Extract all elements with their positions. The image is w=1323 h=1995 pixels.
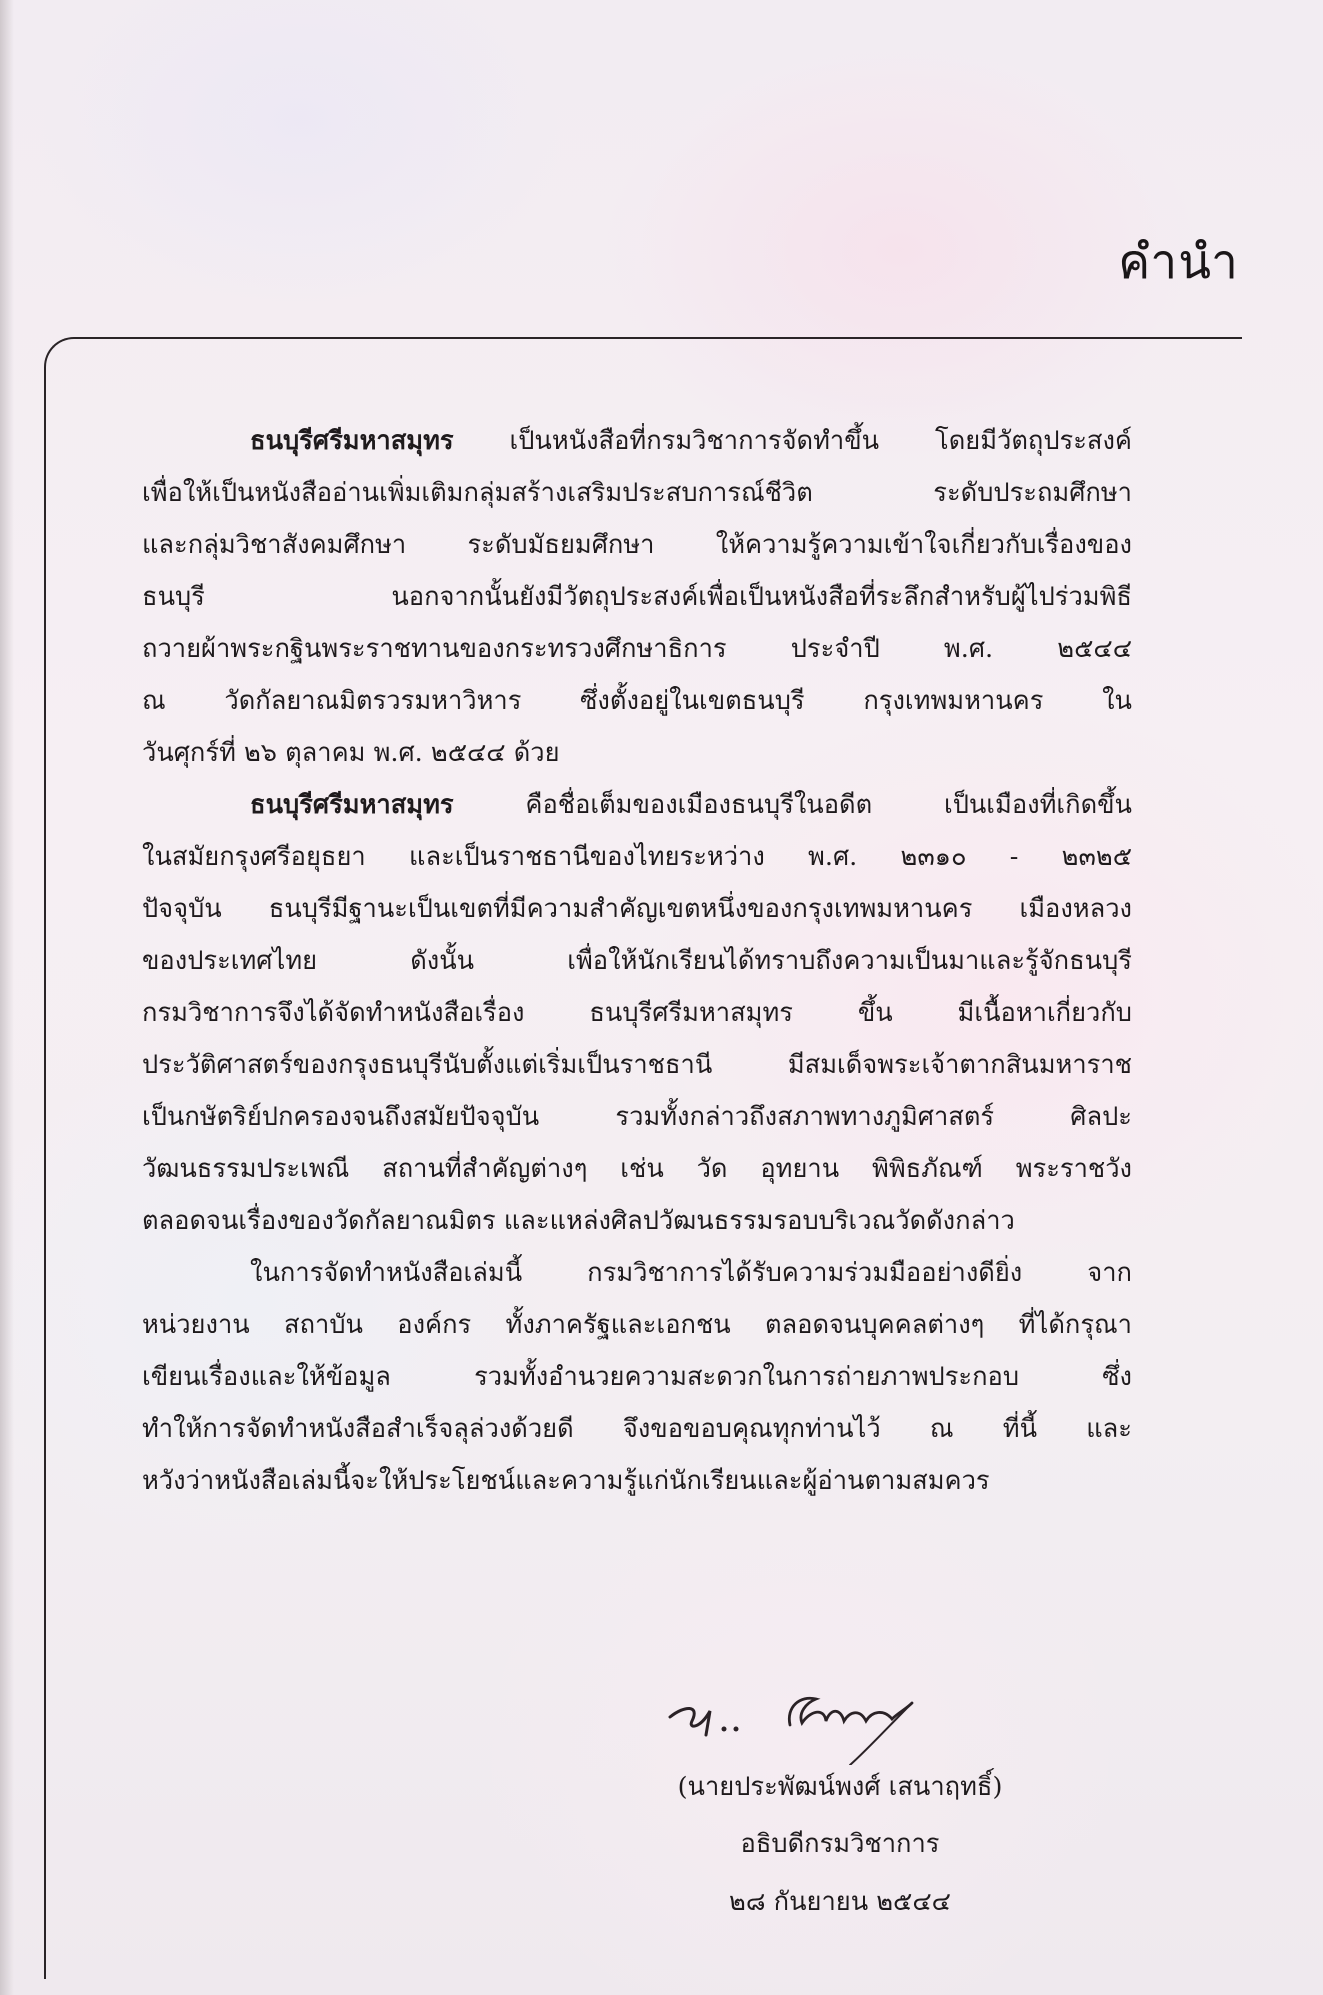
page-edge-shadow (0, 0, 14, 1995)
text-line: ณ วัดกัลยาณมิตรวรมหาวิหาร ซึ่งตั้งอยู่ในเขตธนบุรี กรุงเทพมหานคร ใน (142, 686, 1132, 716)
text-line: ในสมัยกรุงศรีอยุธยา และเป็นราชธานีของไทยระหว่าง พ.ศ. ๒๓๑๐ - ๒๓๒๕ (142, 842, 1132, 872)
signatory-name: (นายประพัฒน์พงศ์ เสนาฤทธิ์) (677, 1772, 1003, 1802)
text-line: และกลุ่มวิชาสังคมศึกษา ระดับมัธยมศึกษา ให้ความรู้ความเข้าใจเกี่ยวกับเรื่องของ (142, 530, 1132, 560)
text-line: กรมวิชาการจึงได้จัดทำหนังสือเรื่อง ธนบุรีศรีมหาสมุทร ขึ้น มีเนื้อหาเกี่ยวกับ (142, 998, 1132, 1028)
text-line: เขียนเรื่องและให้ข้อมูล รวมทั้งอำนวยความสะดวกในการถ่ายภาพประกอบ ซึ่ง (142, 1362, 1132, 1392)
signature-block (620, 1665, 1060, 1917)
text-line: ของประเทศไทย ดังนั้น เพื่อให้นักเรียนได้ทราบถึงความเป็นมาและรู้จักธนบุรี (142, 946, 1132, 976)
body-text (142, 415, 1132, 1507)
paragraph-1 (142, 415, 1132, 779)
text-line: เป็นกษัตริย์ปกครองจนถึงสมัยปัจจุบัน รวมทั้งกล่าวถึงสภาพทางภูมิศาสตร์ ศิลปะ (142, 1102, 1132, 1132)
signature-date: ๒๘ กันยายน ๒๕๔๔ (729, 1887, 951, 1917)
text-line: ทำให้การจัดทำหนังสือสำเร็จลุล่วงด้วยดี จึงขอขอบคุณทุกท่านไว้ ณ ที่นี้ และ (142, 1414, 1132, 1444)
text-line: ประวัติศาสตร์ของกรุงธนบุรีนับตั้งแต่เริ่มเป็นราชธานี มีสมเด็จพระเจ้าตากสินมหาราช (142, 1050, 1132, 1080)
book-title-emphasis: ธนบุรีศรีมหาสมุทร (250, 790, 454, 820)
paragraph-2 (142, 779, 1132, 1247)
text-line (142, 415, 1132, 467)
text-line: ตลอดจนเรื่องของวัดกัลยาณมิตร และแหล่งศิลปวัฒนธรรมรอบบริเวณวัดดังกล่าว (142, 1206, 1015, 1236)
text-line: วันศุกร์ที่ ๒๖ ตุลาคม พ.ศ. ๒๕๔๔ ด้วย (142, 738, 560, 768)
text-line: หน่วยงาน สถาบัน องค์กร ทั้งภาครัฐและเอกชน ตลอดจนบุคคลต่างๆ ที่ได้กรุณา (142, 1310, 1132, 1340)
text-line: ในการจัดทำหนังสือเล่มนี้ กรมวิชาการได้รับความร่วมมืออย่างดียิ่ง จาก (250, 1258, 1132, 1288)
text-line: วัฒนธรรมประเพณี สถานที่สำคัญต่างๆ เช่น วัด อุทยาน พิพิธภัณฑ์ พระราชวัง (142, 1154, 1132, 1184)
text-segment: เป็นหนังสือที่กรมวิชาการจัดทำขึ้น โดยมีวัตถุประสงค์ (453, 426, 1132, 456)
text-line: ถวายผ้าพระกฐินพระราชทานของกระทรวงศึกษาธิการ ประจำปี พ.ศ. ๒๕๔๔ (142, 634, 1132, 664)
text-segment: คือชื่อเต็มของเมืองธนบุรีในอดีต เป็นเมืองที่เกิดขึ้น (453, 790, 1132, 820)
handwritten-signature (640, 1665, 930, 1765)
text-line: หวังว่าหนังสือเล่มนี้จะให้ประโยชน์และความรู้แก่นักเรียนและผู้อ่านตามสมควร (142, 1466, 990, 1496)
book-title-emphasis: ธนบุรีศรีมหาสมุทร (250, 426, 454, 456)
text-line (142, 779, 1132, 831)
text-line: เพื่อให้เป็นหนังสืออ่านเพิ่มเติมกลุ่มสร้างเสริมประสบการณ์ชีวิต ระดับประถมศึกษา (142, 478, 1132, 508)
signatory-position: อธิบดีกรมวิชาการ (740, 1829, 940, 1859)
page-title: คำนำ (1118, 234, 1239, 290)
text-line: ธนบุรี นอกจากนั้นยังมีวัตถุประสงค์เพื่อเป็นหนังสือที่ระลึกสำหรับผู้ไปร่วมพิธี (142, 582, 1132, 612)
text-line: ปัจจุบัน ธนบุรีมีฐานะเป็นเขตที่มีความสำคัญเขตหนึ่งของกรุงเทพมหานคร เมืองหลวง (142, 894, 1132, 924)
paragraph-3 (142, 1247, 1132, 1507)
